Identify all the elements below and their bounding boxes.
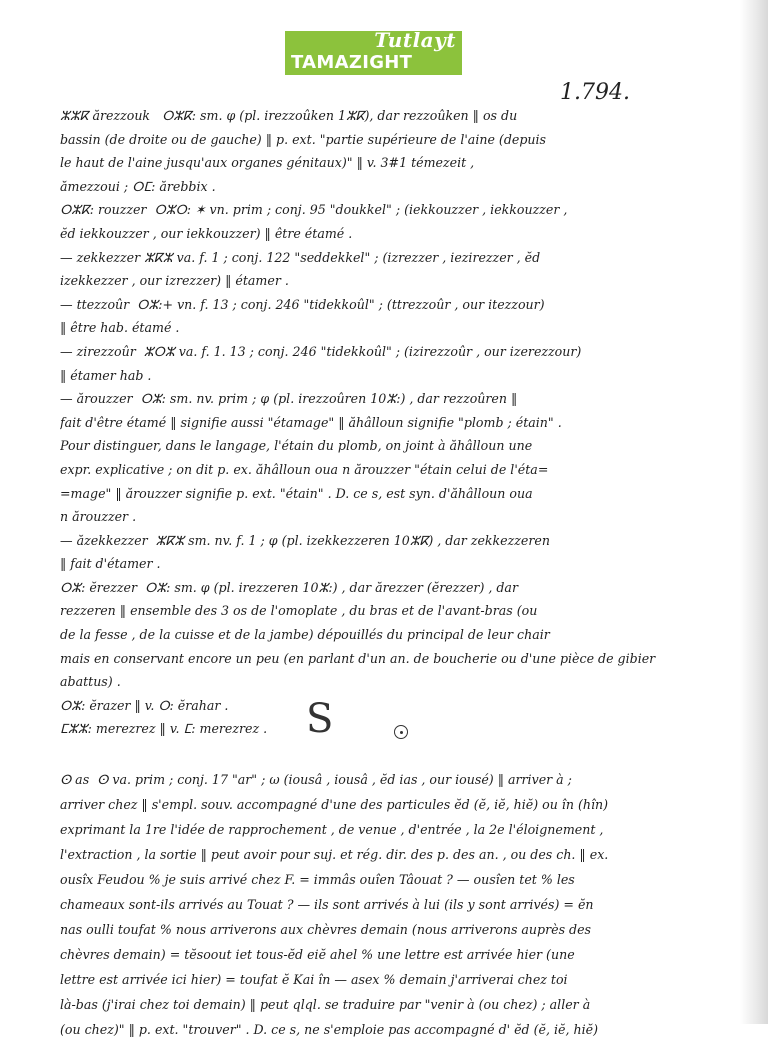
- manuscript-line: — zekkezzer ⵣⴽⵣ va. f. 1 ; conj. 122 "seddekkel" ; (izrezzer , iezirezzer , ĕd: [60, 249, 541, 265]
- dictionary-entries-block-2: [60, 767, 680, 1042]
- manuscript-line: ĕd iekkouzzer , our iekkouzzer) ‖ être étamé .: [60, 225, 353, 241]
- manuscript-line: n ărouzzer .: [60, 509, 137, 525]
- manuscript-line: ⵔⵣ: ĕrazer ‖ v. ⵔ: ĕrahar .: [60, 697, 229, 713]
- tifinagh-yas-glyph-icon: [394, 725, 408, 739]
- manuscript-line: ⵣⵣⴽ ărezzouk ⵔⵣⴽ: sm. φ (pl. irezzoûken 1ⵣⴽ), dar rezzoûken ‖ os du: [60, 108, 518, 123]
- manuscript-line: rezzeren ‖ ensemble des 3 os de l'omoplate , du bras et de l'avant-bras (ou: [60, 603, 538, 619]
- manuscript-line: (ou chez)" ‖ p. ext. "trouver" . D. ce s, ne s'emploie pas accompagné d' ĕd (ĕ, iĕ, hiĕ): [60, 1022, 598, 1037]
- manuscript-line: ‖ être hab. étamé .: [60, 320, 180, 336]
- manuscript-line: — ărouzzer ⵔⵣ: sm. nv. prim ; φ (pl. irezzoûren 10ⵣ:) , dar rezzoûren ‖: [60, 391, 518, 407]
- logo-tamazight-text: TAMAZIGHT: [291, 52, 413, 73]
- manuscript-line: Pour distinguer, dans le langage, l'étain du plomb, on joint à ăhâlloun une: [60, 438, 533, 454]
- manuscript-line: bassin (de droite ou de gauche) ‖ p. ext. "partie supérieure de l'aine (depuis: [60, 131, 547, 147]
- dictionary-entries-block-1: [60, 104, 680, 741]
- manuscript-line: ⵔⵣⴽ: rouzzer ⵔⵣⵔ: ✶ vn. prim ; conj. 95 "doukkel" ; (iekkouzzer , iekkouzzer ,: [60, 202, 568, 218]
- manuscript-line: l'extraction , la sortie ‖ peut avoir pour suj. et rég. dir. des p. des an. , ou des ch. ‖ ex.: [60, 847, 609, 862]
- manuscript-line: là-bas (j'irai chez toi demain) ‖ peut qlql. se traduire par "venir à (ou chez) ; aller à: [60, 997, 591, 1012]
- manuscript-line: nas oulli toufat % nous arriverons aux chèvres demain (nous arriverons auprès des: [60, 922, 592, 937]
- manuscript-line: — zirezzoûr ⵣⵔⵣ va. f. 1. 13 ; conj. 246 "tidekkoûl" ; (izirezzoûr , our izerezzour): [60, 343, 582, 359]
- manuscript-line: le haut de l'aine jusqu'aux organes génitaux)" ‖ v. 3#1 témezeit ,: [60, 155, 475, 171]
- manuscript-line: chèvres demain) = tĕsoout iet tous-ĕd eiĕ ahel % une lettre est arrivée hier (une: [60, 947, 575, 962]
- manuscript-line: ⵎⵣⵣ: merezrez ‖ v. ⵎ: merezrez .: [60, 721, 268, 737]
- page-edge-shadow: [740, 0, 768, 1024]
- page-number: 1.794.: [560, 80, 630, 105]
- manuscript-line: lettre est arrivée ici hier) = toufat ĕ Kai în — asex % demain j'arriverai chez toi: [60, 972, 568, 987]
- section-letter-s: S: [306, 696, 334, 742]
- manuscript-line: ămezzoui ; ⵔⵎ: ărebbix .: [60, 178, 216, 194]
- manuscript-line: ‖ fait d'étamer .: [60, 556, 161, 572]
- manuscript-line: ⵔⵣ: ĕrezzer ⵔⵣ: sm. φ (pl. irezzeren 10ⵣ:) , dar ărezzer (ĕrezzer) , dar: [60, 579, 518, 595]
- manuscript-line: de la fesse , de la cuisse et de la jambe) dépouillés du principal de leur chair: [60, 627, 550, 643]
- manuscript-line: =mage" ‖ ărouzzer signifie p. ext. "étain" . D. ce s, est syn. d'ăhâlloun oua: [60, 485, 533, 501]
- tutlayt-tamazight-logo: [285, 28, 462, 75]
- manuscript-line: ousîx Feudou % je suis arrivé chez F. = immâs ouîen Tâouat ? — ousîen tet % les: [60, 872, 575, 887]
- manuscript-line: exprimant la 1re l'idée de rapprochement , de venue , d'entrée , la 2e l'éloignement ,: [60, 822, 604, 837]
- manuscript-line: ⵙ as ⵙ va. prim ; conj. 17 "ar" ; ω (iousâ , iousâ , ĕd ias , our iousé) ‖ arriver à ;: [60, 772, 572, 787]
- manuscript-line: — ttezzoûr ⵔⵣ:+ vn. f. 13 ; conj. 246 "tidekkoûl" ; (ttrezzoûr , our itezzour): [60, 296, 545, 312]
- manuscript-line: expr. explicative ; on dit p. ex. ăhâlloun oua n ărouzzer "étain celui de l'éta=: [60, 461, 549, 477]
- manuscript-line: — ăzekkezzer ⵣⴽⵣ sm. nv. f. 1 ; φ (pl. izekkezzeren 10ⵣⴽ) , dar zekkezzeren: [60, 532, 550, 548]
- manuscript-line: abattus) .: [60, 674, 121, 690]
- manuscript-line: arriver chez ‖ s'empl. souv. accompagné d'une des particules ĕd (ĕ, iĕ, hiĕ) ou în (hîn): [60, 797, 609, 812]
- manuscript-line: fait d'être étamé ‖ signifie aussi "étamage" ‖ ăhâlloun signifie "plomb ; étain" .: [60, 414, 562, 430]
- manuscript-line: mais en conservant encore un peu (en parlant d'un an. de boucherie ou d'une pièce de gibier: [60, 650, 656, 666]
- manuscript-line: chameaux sont-ils arrivés au Touat ? — ils sont arrivés à lui (ils y sont arrivés) = ĕn: [60, 897, 594, 912]
- manuscript-line: izekkezzer , our izrezzer) ‖ étamer .: [60, 273, 289, 289]
- manuscript-line: ‖ étamer hab .: [60, 367, 152, 383]
- logo-tutlayt-text: Tutlayt: [374, 28, 456, 52]
